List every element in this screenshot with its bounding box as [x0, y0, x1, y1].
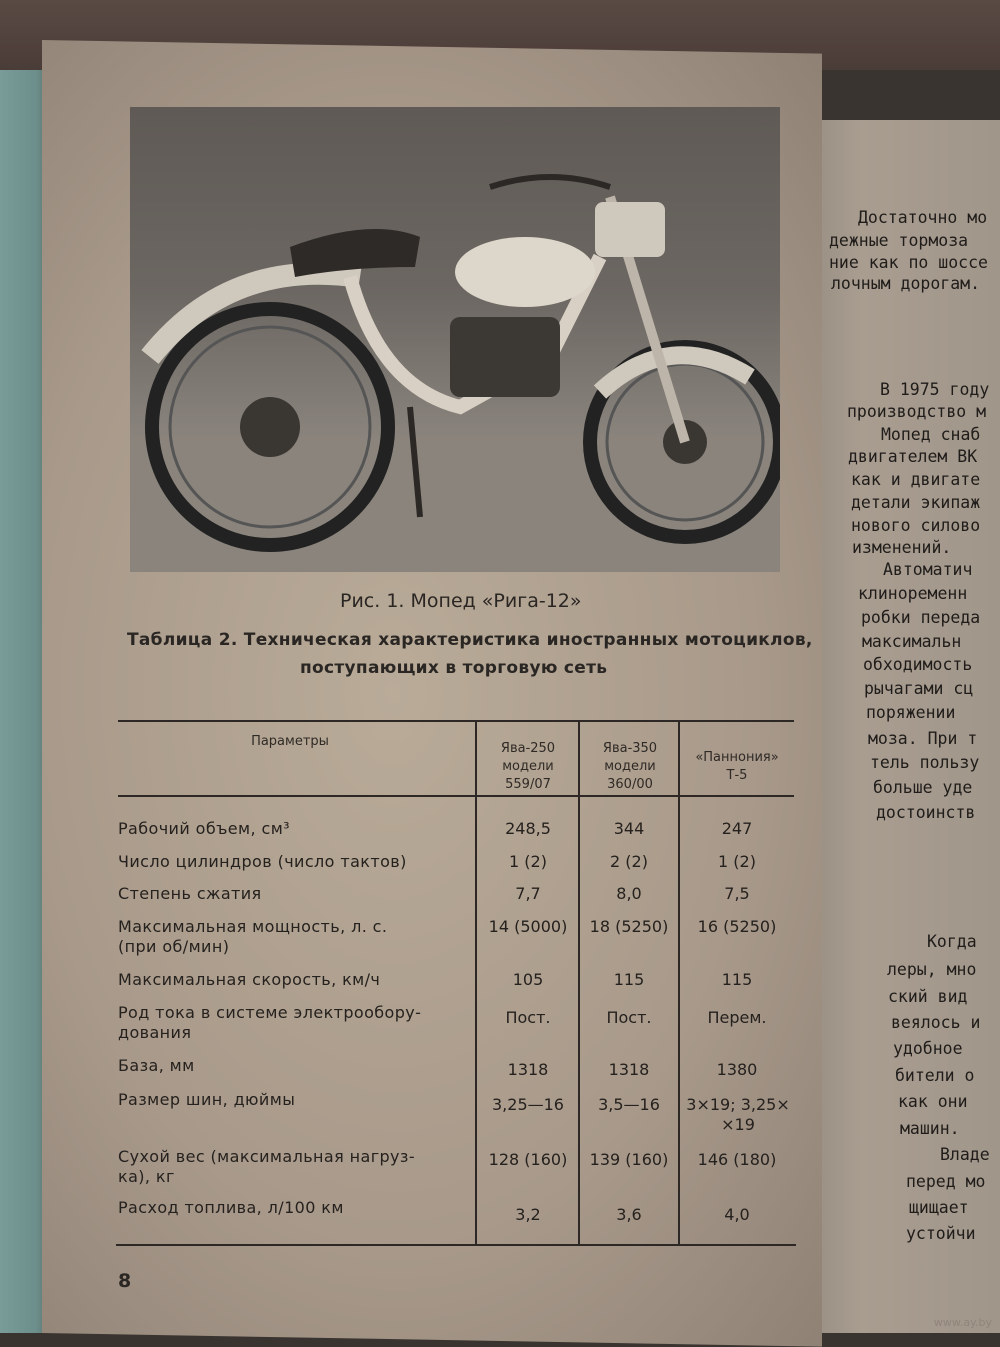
table-cell: 1 (2)	[509, 852, 547, 871]
right-page-line: поряжении	[866, 703, 956, 722]
right-page-line: ский вид	[888, 987, 968, 1006]
table-cell: 1318	[608, 1060, 650, 1079]
table-cell: 1380	[716, 1060, 758, 1079]
table-cell: 115	[721, 970, 753, 989]
table-bottom-rule	[116, 1244, 796, 1246]
table-cell: 16 (5250)	[697, 917, 777, 936]
table-row-param: Расход топлива, л/100 км	[118, 1198, 344, 1217]
right-page-line: машин.	[900, 1119, 960, 1138]
figure-caption: Рис. 1. Мопед «Рига-12»	[340, 590, 582, 612]
table-cell: 4,0	[724, 1205, 750, 1224]
right-page-line: двигателем ВК	[848, 447, 978, 466]
right-page-line: Достаточно мо	[858, 208, 988, 227]
column-divider	[475, 720, 477, 1245]
table-row-param: Максимальная скорость, км/ч	[118, 970, 381, 989]
right-page-line: удобное	[893, 1039, 963, 1058]
table-top-rule	[118, 720, 794, 722]
table-cell: 3×19; 3,25× ×19	[686, 1095, 790, 1134]
right-page-line: больше уде	[873, 778, 973, 797]
moped-illustration	[130, 107, 780, 572]
table-cell: 3,2	[515, 1205, 541, 1224]
table-cell: 8,0	[616, 884, 642, 903]
table-cell: Перем.	[707, 1008, 767, 1027]
table-cell: 248,5	[505, 819, 551, 838]
table-cell: 14 (5000)	[488, 917, 568, 936]
table-cell: 3,6	[616, 1205, 642, 1224]
table-title: Таблица 2. Техническая характеристика иностранных мотоциклов,	[127, 630, 813, 650]
page-number: 8	[118, 1270, 132, 1292]
header-jawa-350: Ява-350 модели 360/00	[602, 741, 658, 792]
header-jawa-250: Ява-250 модели 559/07	[500, 741, 556, 792]
table-row-param: База, мм	[118, 1056, 195, 1075]
table-cell: 7,5	[724, 884, 750, 903]
table-cell: 7,7	[515, 884, 541, 903]
table-cell: 1 (2)	[718, 852, 756, 871]
right-page-line: Автоматич	[883, 560, 973, 579]
right-page-line: веялось и	[891, 1013, 981, 1032]
right-page-line: щищает	[909, 1198, 969, 1217]
right-page-line: перед мо	[906, 1172, 986, 1191]
right-page-line: дежные тормоза	[829, 231, 969, 250]
table-row-param: Род тока в системе электрообору- дования	[118, 1003, 422, 1042]
right-page-line: устойчи	[906, 1224, 976, 1243]
right-page-line: детали экипаж	[851, 493, 981, 512]
right-page-line: Мопед снаб	[881, 425, 981, 444]
table-cell: 115	[613, 970, 645, 989]
table-header-rule	[118, 795, 794, 797]
table-cell: Пост.	[606, 1008, 652, 1027]
table-cell: 2 (2)	[610, 852, 648, 871]
table-cell: 3,5—16	[598, 1095, 660, 1114]
header-parameters: Параметры	[251, 734, 329, 749]
header-pannonia: «Паннония» Т-5	[695, 750, 779, 783]
right-page-line: ние как по шоссе	[829, 253, 988, 272]
right-page-line: рычагами сц	[864, 679, 974, 698]
table-cell: 18 (5250)	[589, 917, 669, 936]
right-page-line: производство м	[847, 402, 987, 421]
right-page-line: Владе	[940, 1145, 990, 1164]
column-divider	[678, 720, 680, 1245]
right-page-line: достоинств	[876, 803, 976, 822]
table-cell: 146 (180)	[697, 1150, 777, 1169]
table-cell: 1318	[507, 1060, 549, 1079]
table-cell: 139 (160)	[589, 1150, 669, 1169]
right-page-line: как они	[898, 1092, 968, 1111]
table-cell: 344	[613, 819, 645, 838]
watermark: www.ay.by	[933, 1316, 992, 1329]
right-page-line: бители о	[895, 1066, 975, 1085]
right-page-line: клиноременн	[858, 584, 968, 603]
right-page-line: Когда	[927, 932, 977, 951]
table-row-param: Максимальная мощность, л. с. (при об/мин)	[118, 917, 388, 956]
right-page-line: лочным дорогам.	[831, 274, 981, 293]
table-cell: 3,25—16	[492, 1095, 564, 1114]
table-row-param: Рабочий объем, см³	[118, 819, 290, 838]
right-page-line: как и двигате	[851, 470, 981, 489]
right-page-line: обходимость	[863, 655, 973, 674]
table-row-param: Число цилиндров (число тактов)	[118, 852, 407, 871]
table-subtitle: поступающих в торговую сеть	[300, 658, 608, 678]
moped-photo	[130, 107, 780, 572]
table-cell: 247	[721, 819, 753, 838]
table-cell: Пост.	[505, 1008, 551, 1027]
table-cell: 105	[512, 970, 544, 989]
right-page-line: В 1975 году	[880, 380, 990, 399]
table-row-param: Размер шин, дюймы	[118, 1090, 296, 1109]
right-page-line: моза. При т	[868, 729, 978, 748]
right-page-line: тель пользу	[870, 753, 980, 772]
right-page-line: нового силово	[851, 516, 981, 535]
table-row-param: Степень сжатия	[118, 884, 262, 903]
right-page-line: изменений.	[852, 538, 952, 557]
right-page-line: леры, мно	[887, 960, 977, 979]
table-cell: 128 (160)	[488, 1150, 568, 1169]
right-page-line: максимальн	[862, 632, 962, 651]
right-page-line: робки переда	[861, 608, 981, 627]
table-row-param: Сухой вес (максимальная нагруз- ка), кг	[118, 1147, 416, 1186]
